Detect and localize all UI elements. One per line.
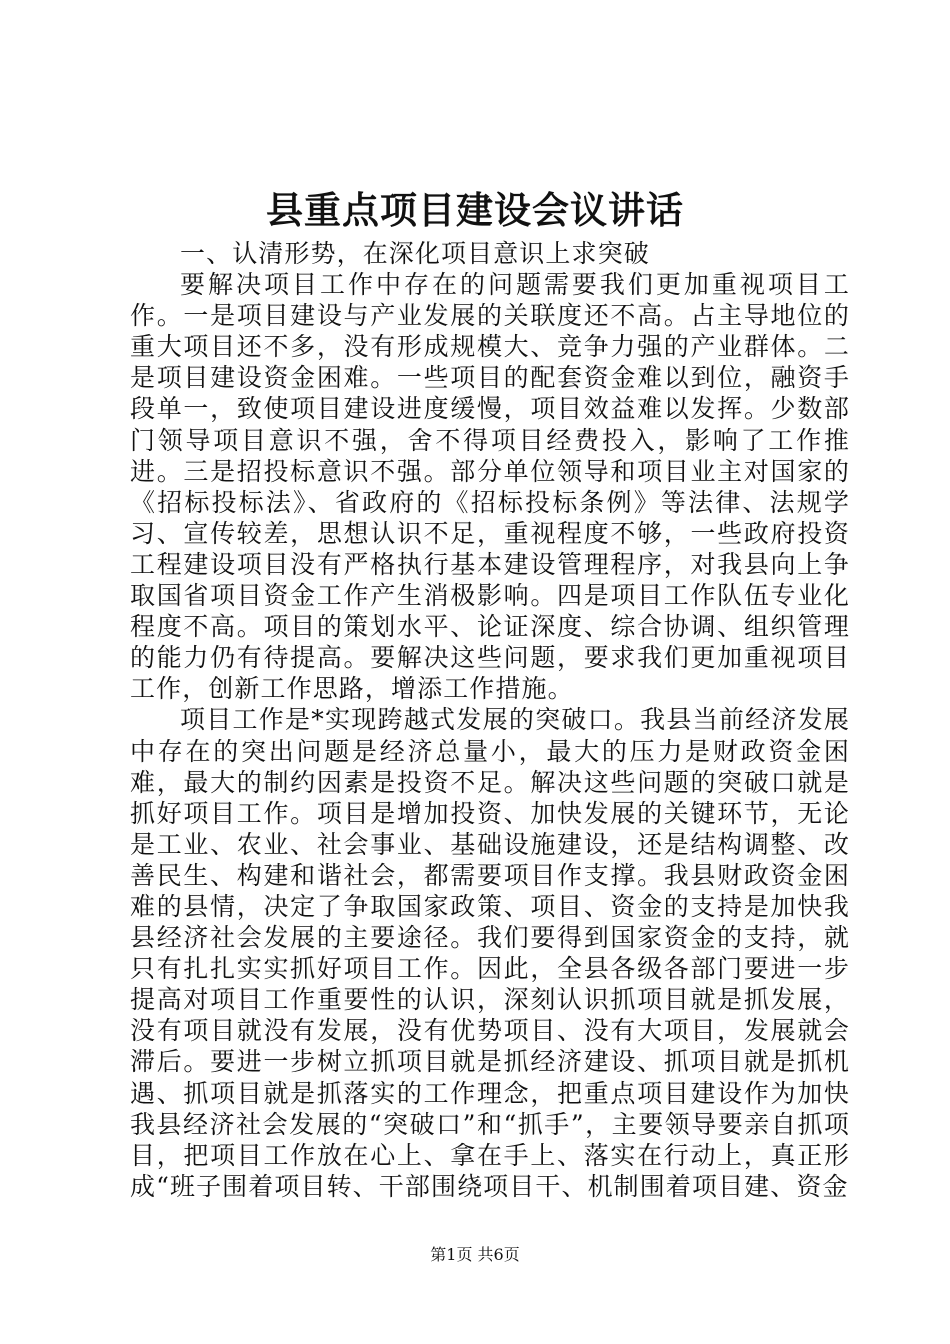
document-body [130, 238, 850, 1202]
paragraph: 项目工作是*实现跨越式发展的突破口。我县当前经济发展中存在的突出问题是经济总量小，最大的压力是财政资金困难，最大的制约因素是投资不足。解决这些问题的突破口就是抓好项目工作。项目是增加投资、加快发展的关键环节，无论是工业、农业、社会事业、基础设施建设，还是结构调整、改善民生、构建和谐社会，都需要项目作支撑。我县财政资金困难的县情，决定了争取国家政策、项目、资金的支持是加快我县经济社会发展的主要途径。我们要得到国家资金的支持，就只有扎扎实实抓好项目工作。因此，全县各级各部门要进一步提高对项目工作重要性的认识，深刻认识抓项目就是抓发展，没有项目就没有发展，没有优势项目、没有大项目，发展就会滞后。要进一步树立抓项目就是抓经济建设、抓项目就是抓机遇、抓项目就是抓落实的工作理念，把重点项目建设作为加快我县经济社会发展的“突破口”和“抓手”，主要领导要亲自抓项目，把项目工作放在心上、拿在手上、落实在行动上，真正形成“班子围着项目转、干部围绕项目干、机制围着项目建、资金 [130, 705, 850, 1201]
document-title: 县重点项目建设会议讲话 [266, 188, 684, 232]
paragraph: 要解决项目工作中存在的问题需要我们更加重视项目工作。一是项目建设与产业发展的关联度还不高。占主导地位的重大项目还不多，没有形成规模大、竞争力强的产业群体。二是项目建设资金困难。一些项目的配套资金难以到位，融资手段单一，致使项目建设进度缓慢，项目效益难以发挥。少数部门领导项目意识不强，舍不得项目经费投入，影响了工作推进。三是招投标意识不强。部分单位领导和项目业主对国家的《招标投标法》、省政府的《招标投标条例》等法律、法规学习、宣传较差，思想认识不足，重视程度不够，一些政府投资工程建设项目没有严格执行基本建设管理程序，对我县向上争取国省项目资金工作产生消极影响。四是项目工作队伍专业化程度不高。项目的策划水平、论证深度、综合协调、组织管理的能力仍有待提高。要解决这些问题，要求我们更加重视项目工作，创新工作思路，增添工作措施。 [130, 270, 850, 704]
page-number-footer: 第1页 共6页 [430, 1245, 520, 1264]
section-heading: 一、认清形势，在深化项目意识上求突破 [180, 239, 650, 268]
